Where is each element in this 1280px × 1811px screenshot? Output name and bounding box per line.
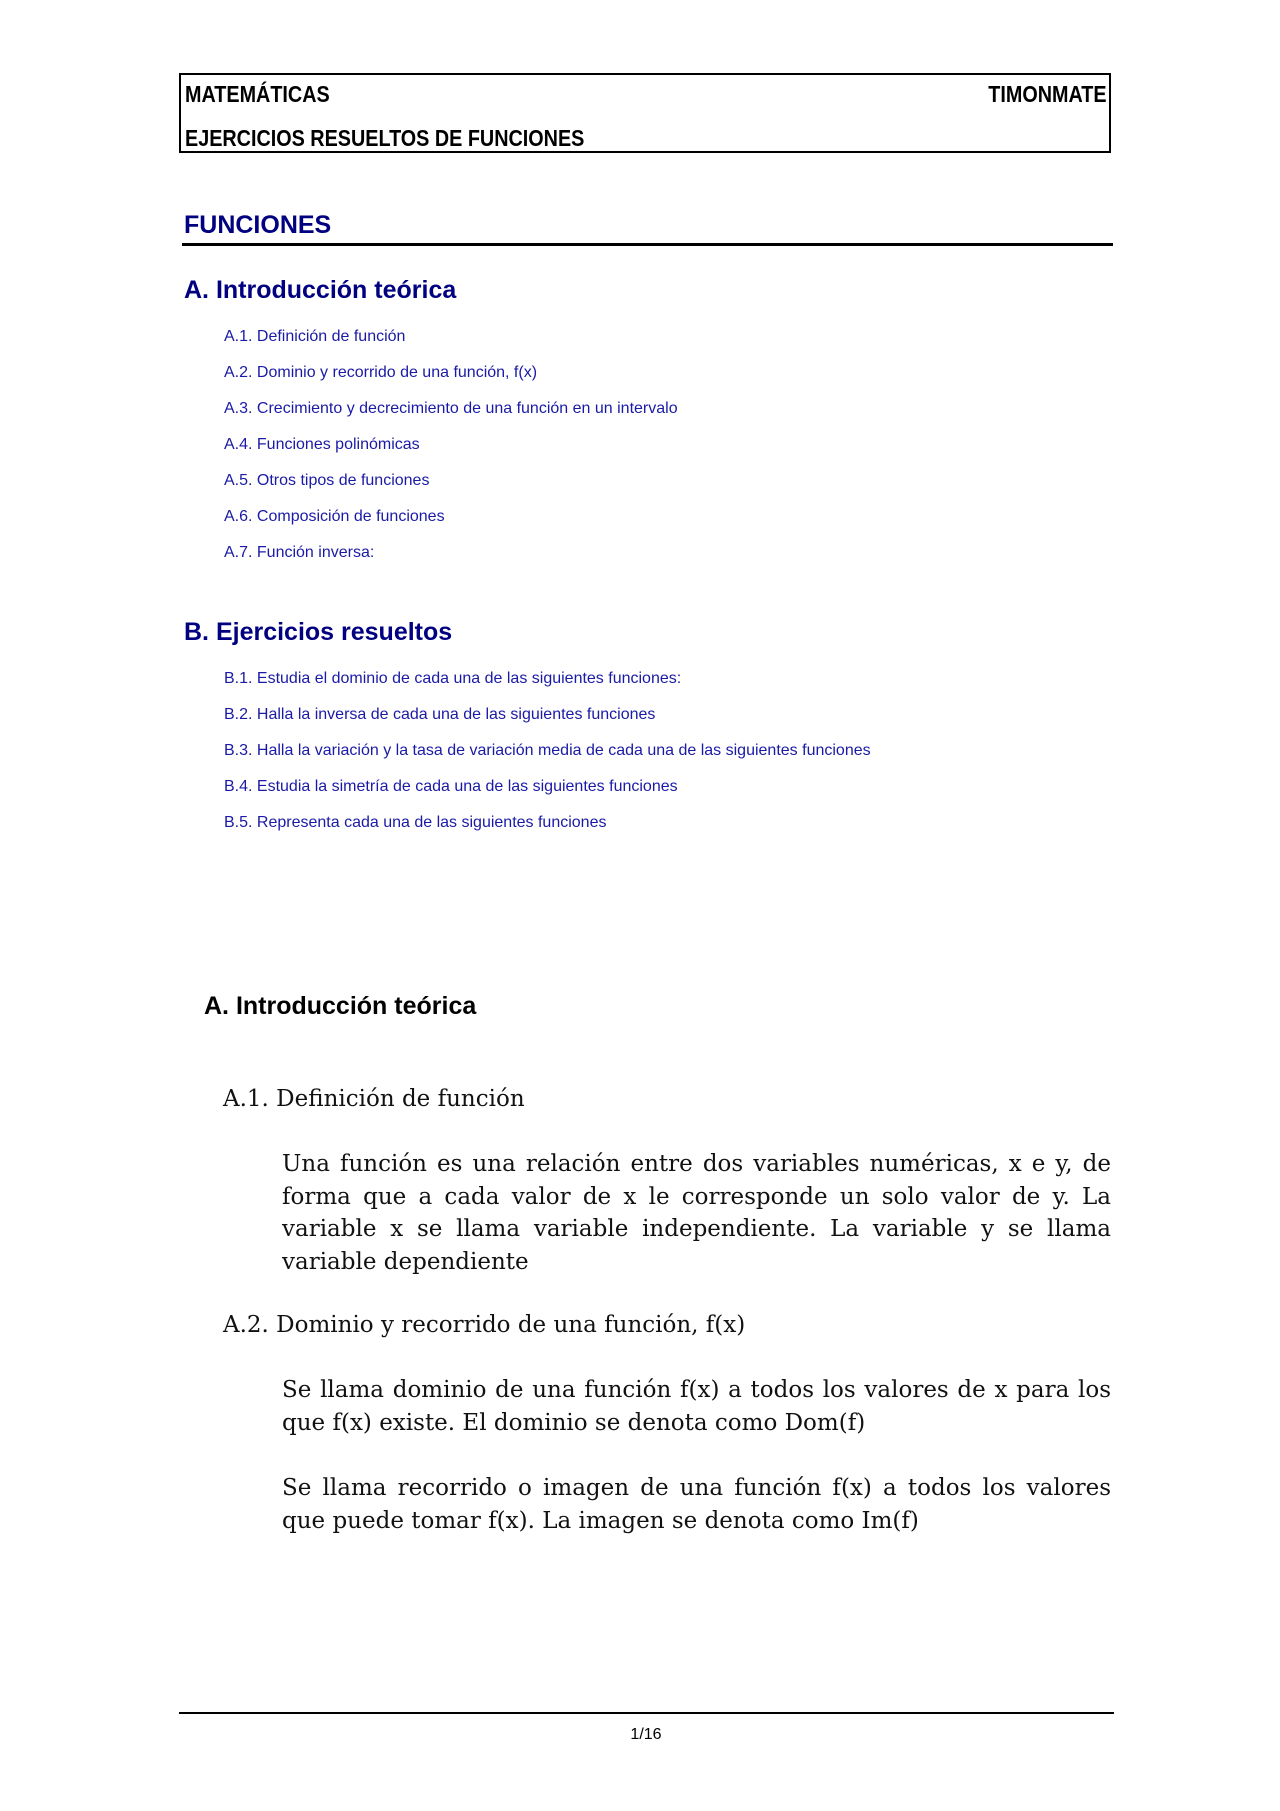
toc-section-b-title[interactable]: B. Ejercicios resueltos [184,618,453,646]
toc-item-a4[interactable]: A.4. Funciones polinómicas [224,436,420,453]
toc-item-a3[interactable]: A.3. Crecimiento y decrecimiento de una función en un intervalo [224,400,678,417]
page-title: FUNCIONES [184,211,332,239]
toc-item-b3[interactable]: B.3. Halla la variación y la tasa de variación media de cada una de las siguientes funciones [224,742,871,759]
header-subject: MATEMÁTICAS [185,81,330,107]
header-brand: TIMONMATE [988,81,1107,107]
toc-item-a5[interactable]: A.5. Otros tipos de funciones [224,472,430,489]
toc-item-a1[interactable]: A.1. Definición de función [224,328,406,345]
toc-item-a6[interactable]: A.6. Composición de funciones [224,508,445,525]
toc-item-b4[interactable]: B.4. Estudia la simetría de cada una de las siguientes funciones [224,778,678,795]
paragraph-a1-definition: Una función es una relación entre dos variables numéricas, x e y, de forma que a cada valor de x le corresponde un solo valor de y. La variable x se llama variable independiente. La variable y se llama variable dependiente [282,1151,1111,1275]
subheading-a1: A.1. Definición de función [223,1086,525,1112]
paragraph-a2-range: Se llama recorrido o imagen de una función f(x) a todos los valores que puede tomar f(x). La imagen se denota como Im(f) [282,1475,1111,1534]
toc-item-b1[interactable]: B.1. Estudia el dominio de cada una de las siguientes funciones: [224,670,682,687]
header-doc-title: EJERCICIOS RESUELTOS DE FUNCIONES [185,125,585,151]
footer-divider [179,1712,1114,1714]
toc-item-b2[interactable]: B.2. Halla la inversa de cada una de las siguientes funciones [224,706,656,723]
toc-item-b5[interactable]: B.5. Representa cada una de las siguientes funciones [224,814,607,831]
toc-section-a-title[interactable]: A. Introducción teórica [184,276,457,304]
document-header [179,73,1111,153]
section-heading-intro: A. Introducción teórica [204,992,477,1020]
title-divider [182,243,1113,246]
subheading-a2: A.2. Dominio y recorrido de una función, f(x) [223,1312,746,1338]
toc-item-a7[interactable]: A.7. Función inversa: [224,544,375,561]
page-number: 1/16 [630,1726,662,1743]
paragraph-a2-domain: Se llama dominio de una función f(x) a todos los valores de x para los que f(x) existe. El dominio se denota como Dom(f) [282,1377,1111,1436]
toc-item-a2[interactable]: A.2. Dominio y recorrido de una función, f(x) [224,364,538,381]
